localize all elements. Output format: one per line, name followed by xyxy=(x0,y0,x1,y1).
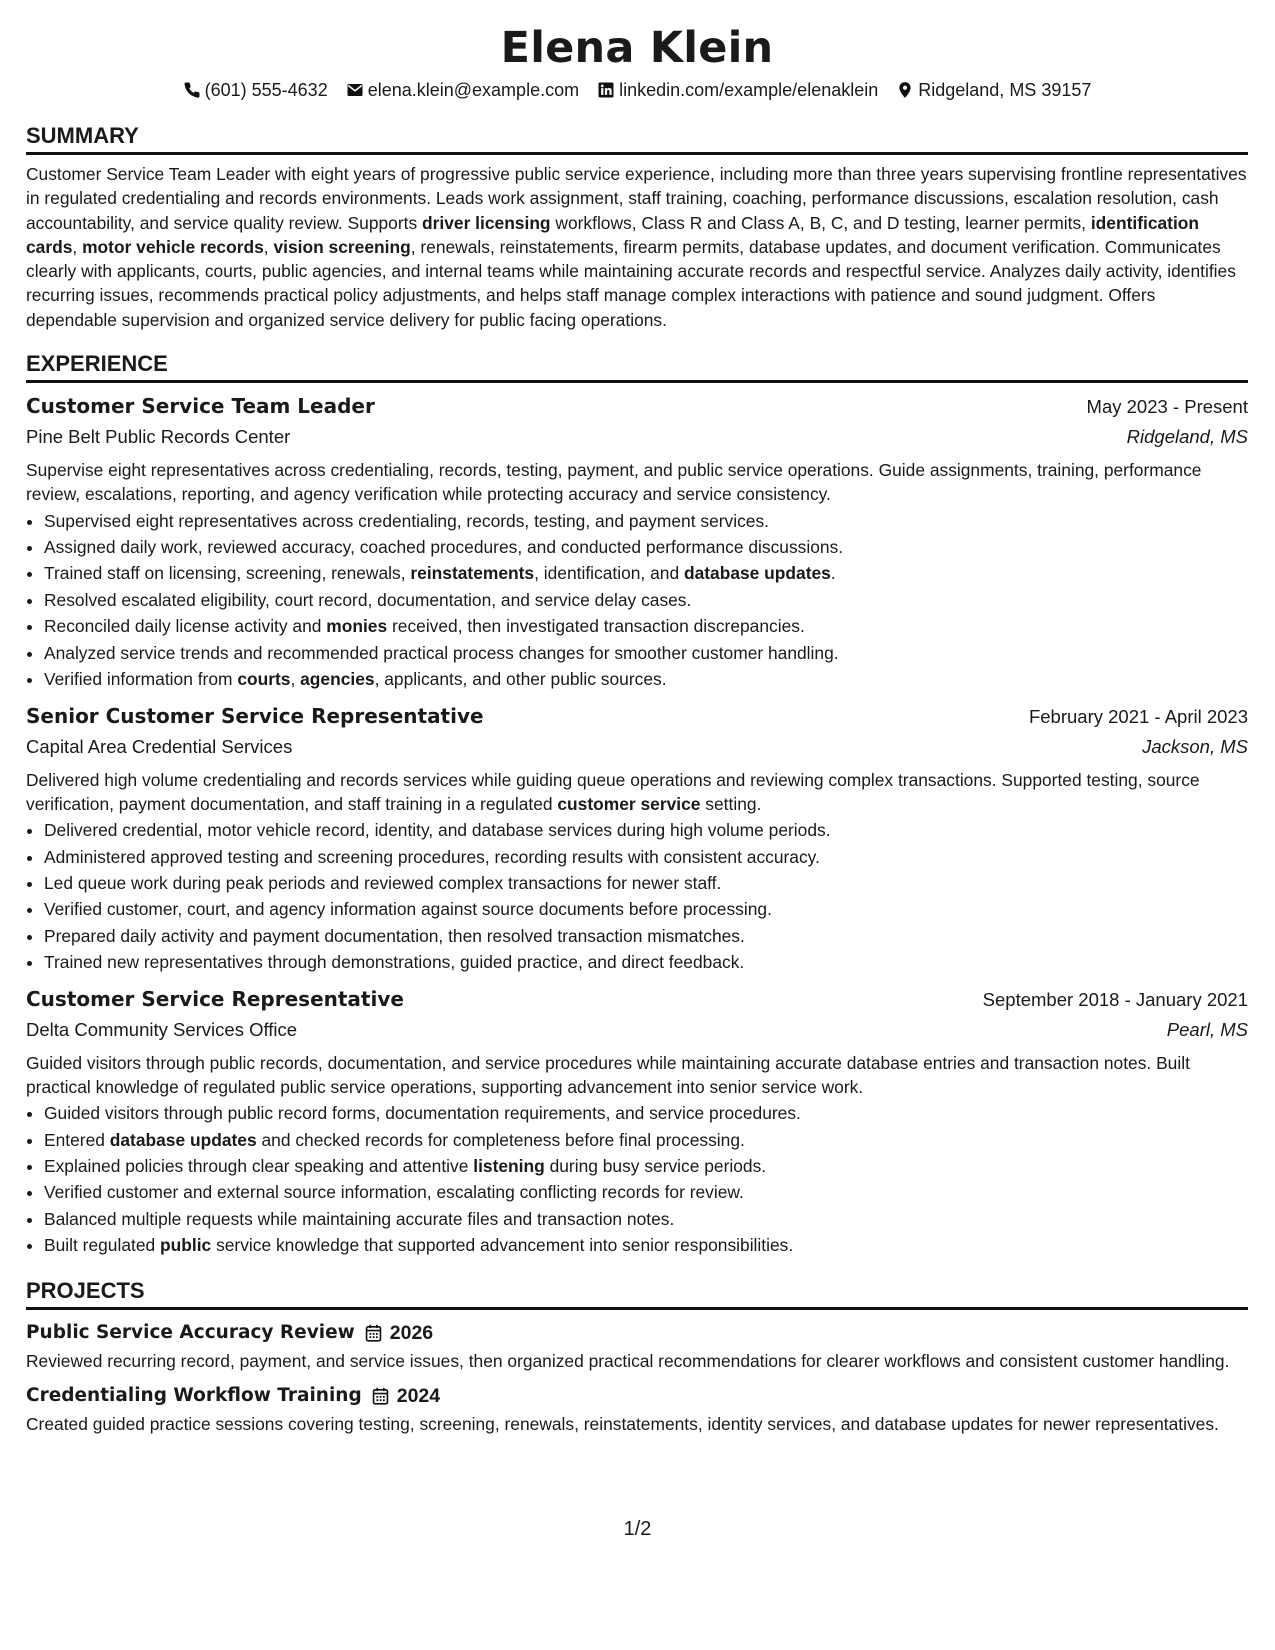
job-title: Customer Service Representative xyxy=(26,986,404,1011)
bold-keyword: listening xyxy=(473,1155,545,1176)
text-segment: , identification, and xyxy=(534,563,684,584)
text-segment: during busy service periods. xyxy=(544,1155,767,1176)
text-segment: workflows, Class R and Class A, B, C, and D testing, learner permits, xyxy=(550,212,1091,233)
job-company: Pine Belt Public Records Center xyxy=(26,426,291,448)
candidate-name: Elena Klein xyxy=(500,23,774,73)
contact-bar xyxy=(26,78,1248,102)
job-description xyxy=(26,768,1248,817)
job-location: Jackson, MS xyxy=(1142,735,1248,757)
text-segment: Supervise eight representatives across credentialing, records, testing, payment, and public service operations. Guide assignments, training, performance review, escalations, reporting, and agency verification while protecting accuracy and service consistency. xyxy=(26,460,1202,505)
summary-text xyxy=(26,162,1248,332)
contact-email-text: elena.klein@example.com xyxy=(367,80,580,100)
projects-heading: PROJECTS xyxy=(26,1277,1248,1310)
bullet-item xyxy=(44,1232,1248,1258)
job-company: Capital Area Credential Services xyxy=(26,735,293,757)
bold-keyword: database updates xyxy=(109,1129,257,1150)
text-segment: Analyzed service trends and recommended practical process changes for smoother customer handling. xyxy=(44,642,839,663)
text-segment: Delivered high volume credentialing and records services while guiding queue operations and reviewing complex transactions. Supported testing, source verification, payment documentation, and staff training in a regulated xyxy=(26,769,1200,814)
bullet-item xyxy=(44,560,1248,586)
bullet-item xyxy=(44,1100,1248,1126)
project-entry xyxy=(26,1318,1248,1373)
text-segment: Trained staff on licensing, screening, renewals, xyxy=(44,563,411,584)
map-pin-icon xyxy=(896,81,914,99)
job-entry xyxy=(26,391,1248,692)
bullet-item xyxy=(44,949,1248,975)
text-segment: Built regulated xyxy=(44,1235,161,1256)
job-location: Pearl, MS xyxy=(1166,1018,1248,1040)
job-header xyxy=(26,701,1248,732)
bullet-item xyxy=(44,613,1248,639)
job-subheader xyxy=(26,732,1248,762)
job-description xyxy=(26,458,1248,507)
text-segment: Supervised eight representatives across credentialing, records, testing, and payment services. xyxy=(44,510,769,531)
phone-icon xyxy=(183,81,201,99)
job-bullets xyxy=(26,817,1248,975)
text-segment: , applicants, and other public sources. xyxy=(374,669,667,690)
project-year-text: 2024 xyxy=(396,1384,441,1407)
job-description xyxy=(26,1051,1248,1100)
text-segment: Delivered credential, motor vehicle record, identity, and database services during high volume periods. xyxy=(44,820,831,841)
text-segment: Reconciled daily license activity and xyxy=(44,616,327,637)
project-year-text: 2026 xyxy=(389,1321,434,1344)
text-segment: , renewals, reinstatements, firearm permits, database updates, and document verification. Communicates clearly with applicants, courts, public agencies, and internal teams while maintaining accurate records and respectful service. Analyzes daily activity, identifies recurring issues, recommends practical policy adjustments, and helps staff manage complex interactions with patience and sound judgment. Offers dependable supervision and organized service delivery for public facing operations. xyxy=(26,236,1236,330)
contact-phone-text: (601) 555-4632 xyxy=(204,80,328,100)
project-description: Created guided practice sessions covering testing, screening, renewals, reinstatements, identity services, and database updates for newer representatives. xyxy=(26,1413,1219,1434)
text-segment: Guided visitors through public record forms, documentation requirements, and service procedures. xyxy=(44,1103,801,1124)
text-segment: Guided visitors through public records, documentation, and service procedures while maintaining accurate database entries and transaction notes. Built practical knowledge of regulated public service operations, supporting advancement into senior service work. xyxy=(26,1052,1190,1097)
job-title: Senior Customer Service Representative xyxy=(26,703,484,728)
job-location: Ridgeland, MS xyxy=(1126,426,1248,448)
projects-list xyxy=(26,1318,1248,1437)
project-header xyxy=(26,1381,1248,1411)
linkedin-icon xyxy=(597,81,615,99)
job-subheader xyxy=(26,422,1248,452)
bullet-item xyxy=(44,1206,1248,1232)
page-number: 1/2 xyxy=(623,1518,652,1540)
text-segment: setting. xyxy=(700,793,762,814)
contact-linkedin-text: linkedin.com/example/elenaklein xyxy=(619,80,879,100)
bullet-item xyxy=(44,817,1248,843)
project-year xyxy=(365,1318,433,1348)
bold-keyword: vision screening xyxy=(273,236,411,257)
bold-keyword: driver licensing xyxy=(422,212,551,233)
bold-keyword: monies xyxy=(326,616,388,637)
job-company: Delta Community Services Office xyxy=(26,1018,298,1040)
bullet-item xyxy=(44,534,1248,560)
experience-heading: EXPERIENCE xyxy=(26,350,1248,383)
contact-linkedin[interactable] xyxy=(597,78,878,102)
calendar-icon xyxy=(365,1324,382,1342)
envelope-icon xyxy=(346,81,364,99)
bullet-item xyxy=(44,896,1248,922)
job-dates: September 2018 - January 2021 xyxy=(982,988,1248,1010)
text-segment: Assigned daily work, reviewed accuracy, coached procedures, and conducted performance discussions. xyxy=(44,537,844,558)
contact-location-text: Ridgeland, MS 39157 xyxy=(918,80,1092,100)
text-segment: Trained new representatives through demonstrations, guided practice, and direct feedback. xyxy=(44,952,745,973)
job-bullets xyxy=(26,1100,1248,1258)
job-title: Customer Service Team Leader xyxy=(26,394,375,419)
text-segment: Customer Service Team Leader with eight years of progressive public service experience, including more than three years supervising frontline representatives in regulated credentialing and records environments. Leads work assignment, staff training, coaching, performance discussions, escalation resolution, cash accountability, and service quality review. Supports xyxy=(26,164,1247,233)
contact-email[interactable] xyxy=(346,78,579,102)
project-year xyxy=(372,1381,440,1411)
job-dates: February 2021 - April 2023 xyxy=(1028,705,1248,727)
contact-location xyxy=(896,78,1091,102)
bullet-item xyxy=(44,666,1248,692)
job-entry xyxy=(26,701,1248,976)
bold-keyword: database updates xyxy=(683,563,831,584)
experience-list xyxy=(26,391,1248,1259)
contact-phone[interactable] xyxy=(183,78,328,102)
bold-keyword: motor vehicle records xyxy=(82,236,264,257)
text-segment: Verified information from xyxy=(44,669,238,690)
bold-keyword: agencies xyxy=(300,669,375,690)
bullet-item xyxy=(44,1153,1248,1179)
bold-keyword: customer service xyxy=(557,793,701,814)
bullet-item xyxy=(44,508,1248,534)
job-dates: May 2023 - Present xyxy=(1086,396,1248,418)
project-description: Reviewed recurring record, payment, and service issues, then organized practical recommendations for clearer workflows and consistent customer handling. xyxy=(26,1350,1230,1371)
text-segment: Verified customer, court, and agency information against source documents before processing. xyxy=(44,899,772,920)
job-subheader xyxy=(26,1015,1248,1045)
project-entry xyxy=(26,1381,1248,1436)
text-segment: , xyxy=(72,236,83,257)
job-header xyxy=(26,391,1248,422)
project-header xyxy=(26,1318,1248,1348)
summary-heading: SUMMARY xyxy=(26,122,1248,155)
text-segment: received, then investigated transaction discrepancies. xyxy=(387,616,805,637)
text-segment: and checked records for completeness before final processing. xyxy=(256,1129,745,1150)
text-segment: Balanced multiple requests while maintaining accurate files and transaction notes. xyxy=(44,1208,675,1229)
text-segment: Administered approved testing and screening procedures, recording results with consistent accuracy. xyxy=(44,846,820,867)
bold-keyword: courts xyxy=(237,669,291,690)
text-segment: Prepared daily activity and payment documentation, then resolved transaction mismatches. xyxy=(44,925,745,946)
text-segment: Entered xyxy=(44,1129,110,1150)
resume-page xyxy=(26,0,1248,1436)
bullet-item xyxy=(44,1179,1248,1205)
text-segment: Verified customer and external source information, escalating conflicting records for review. xyxy=(44,1182,744,1203)
text-segment: , xyxy=(263,236,274,257)
project-name: Public Service Accuracy Review xyxy=(26,1321,355,1343)
job-entry xyxy=(26,984,1248,1259)
text-segment: Explained policies through clear speaking and attentive xyxy=(44,1155,474,1176)
text-segment: service knowledge that supported advancement into senior responsibilities. xyxy=(211,1235,794,1256)
text-segment: . xyxy=(830,563,836,584)
text-segment: , xyxy=(290,669,301,690)
calendar-icon xyxy=(372,1387,389,1405)
bullet-item xyxy=(44,587,1248,613)
bold-keyword: identification cards xyxy=(26,212,1200,257)
bullet-item xyxy=(44,1127,1248,1153)
job-bullets xyxy=(26,508,1248,693)
text-segment: Resolved escalated eligibility, court record, documentation, and service delay cases. xyxy=(44,589,692,610)
bold-keyword: public xyxy=(160,1235,212,1256)
text-segment: Led queue work during peak periods and reviewed complex transactions for newer staff. xyxy=(44,872,722,893)
bullet-item xyxy=(44,923,1248,949)
bullet-item xyxy=(44,870,1248,896)
project-name: Credentialing Workflow Training xyxy=(26,1384,362,1406)
bold-keyword: reinstatements xyxy=(410,563,535,584)
bullet-item xyxy=(44,640,1248,666)
bullet-item xyxy=(44,844,1248,870)
job-header xyxy=(26,984,1248,1015)
